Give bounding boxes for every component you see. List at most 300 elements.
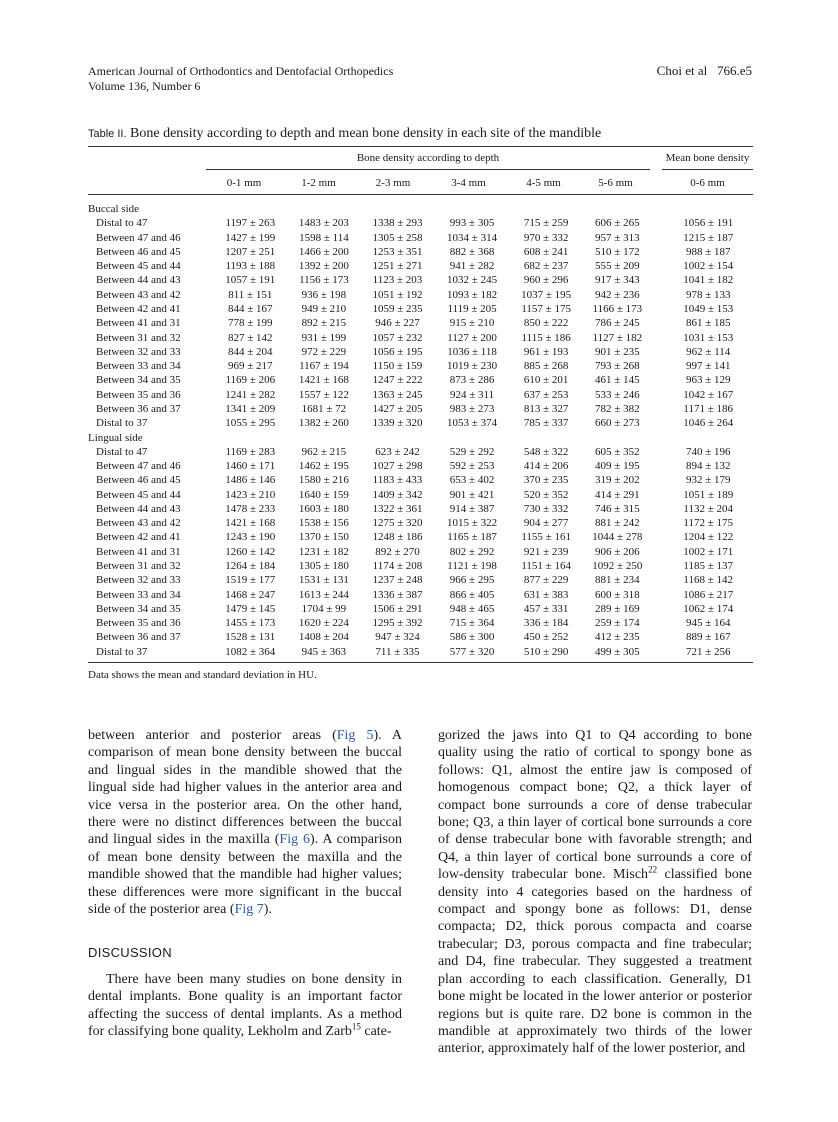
table-row (88, 302, 753, 316)
column-header: 1-2 mm (301, 177, 336, 189)
site-label: Between 36 and 37 (96, 631, 181, 644)
density-cell: 1123 ± 203 (372, 274, 423, 287)
table-footnote: Data shows the mean and standard deviation in HU. (88, 669, 317, 681)
table-row (88, 616, 753, 630)
table-row (88, 273, 753, 287)
density-cell: 1183 ± 433 (372, 474, 423, 487)
density-cell: 1598 ± 114 (299, 231, 349, 244)
density-cell: 970 ± 332 (523, 231, 569, 244)
density-cell: 1036 ± 118 (447, 345, 497, 358)
density-cell: 889 ± 167 (685, 631, 731, 644)
density-cell: 1478 ± 233 (225, 502, 276, 515)
density-cell: 936 ± 198 (301, 288, 347, 301)
density-cell: 1338 ± 293 (372, 217, 423, 230)
table-row (88, 530, 753, 544)
density-cell: 1092 ± 250 (592, 560, 643, 573)
section-header-row (88, 202, 753, 216)
density-cell: 1034 ± 314 (447, 231, 498, 244)
site-label: Between 41 and 31 (96, 317, 181, 330)
discussion-paragraph: There have been many studies on bone density in dental implants. Bone quality is an important factor affecting the success of dental implants. As a method for classifying bone quality, Lekholm and Zarb$^{15}$ cate- (88, 971, 402, 1040)
table-label: Table II. (88, 128, 127, 140)
density-cell: 1479 ± 145 (225, 602, 276, 615)
density-cell: 1370 ± 150 (298, 531, 349, 544)
density-cell: 1157 ± 175 (521, 302, 571, 315)
depth-group-rule (206, 169, 650, 170)
density-cell: 450 ± 252 (523, 631, 569, 644)
density-cell: 1132 ± 204 (683, 502, 734, 515)
citation-15[interactable]: 15 (351, 1021, 361, 1032)
density-cell: 946 ± 227 (375, 317, 420, 330)
density-cell: 1119 ± 205 (447, 302, 497, 315)
density-cell: 957 ± 313 (595, 231, 640, 244)
density-cell: 962 ± 215 (301, 445, 347, 458)
depth-group-header: Bone density according to depth (356, 152, 500, 164)
site-label: Between 43 and 42 (96, 288, 181, 301)
table-row (88, 345, 753, 359)
density-cell: 850 ± 222 (523, 317, 569, 330)
density-cell: 1248 ± 186 (372, 531, 423, 544)
density-cell: 962 ± 114 (686, 345, 731, 358)
density-cell: 577 ± 320 (449, 645, 495, 658)
density-cell: 1305 ± 258 (372, 231, 423, 244)
density-cell: 1483 ± 203 (298, 217, 349, 230)
density-cell: 892 ± 270 (375, 545, 420, 558)
density-cell: 1049 ± 153 (683, 302, 734, 315)
density-cell: 921 ± 239 (523, 545, 569, 558)
table-row (88, 573, 753, 587)
table-row (88, 488, 753, 502)
column-header: 2-3 mm (375, 177, 411, 189)
density-cell: 1002 ± 171 (683, 545, 734, 558)
density-cell: 600 ± 318 (595, 588, 640, 601)
density-cell: 782 ± 382 (595, 402, 640, 415)
site-label: Between 42 and 41 (96, 302, 181, 315)
density-cell: 1392 ± 200 (298, 260, 349, 273)
density-cell: 1275 ± 320 (372, 517, 423, 530)
site-label: Between 45 and 44 (96, 488, 181, 501)
density-cell: 1427 ± 205 (372, 402, 423, 415)
density-cell: 660 ± 273 (595, 417, 640, 430)
results-paragraph: between anterior and posterior areas (Fig 5). A comparison of mean bone density between the buccal and lingual sides in the mandible showed that the lingual side had higher values in the anterior area and vice versa in the posterior area. On the other hand, there were no distinct differences between the buccal and lingual sides in the maxilla (Fig 6). A comparison of mean bone density between the maxilla and the mandible showed that the mandible had higher values; these differences were more significant in the buccal side of the posterior area (Fig 7). (88, 728, 402, 918)
density-cell: 1041 ± 182 (683, 274, 734, 287)
density-cell: 637 ± 253 (523, 388, 569, 401)
density-cell: 1455 ± 173 (225, 617, 276, 630)
density-cell: 370 ± 235 (523, 474, 569, 487)
density-cell: 608 ± 241 (523, 245, 569, 258)
density-cell: 592 ± 253 (449, 460, 495, 473)
density-cell: 533 ± 246 (595, 388, 640, 401)
density-cell: 623 ± 242 (375, 445, 420, 458)
density-cell: 941 ± 282 (449, 260, 495, 273)
density-cell: 289 ± 169 (595, 602, 640, 615)
density-cell: 1423 ± 210 (225, 488, 276, 501)
density-cell: 1032 ± 245 (447, 274, 498, 287)
density-cell: 1603 ± 180 (298, 502, 349, 515)
citation-22[interactable]: 22 (648, 864, 658, 875)
density-cell: 915 ± 210 (449, 317, 495, 330)
table-row (88, 588, 753, 602)
column-header: 4-5 mm (526, 177, 561, 189)
density-cell: 1062 ± 174 (683, 602, 734, 615)
density-cell: 682 ± 237 (523, 260, 569, 273)
density-cell: 1486 ± 146 (225, 474, 276, 487)
table-row (88, 645, 753, 659)
density-cell: 1151 ± 164 (521, 560, 571, 573)
density-cell: 1051 ± 192 (372, 288, 423, 301)
density-cell: 1528 ± 131 (225, 631, 276, 644)
table-row (88, 373, 753, 387)
table-row (88, 516, 753, 530)
density-cell: 1055 ± 295 (225, 417, 276, 430)
density-cell: 1341 ± 209 (225, 402, 276, 415)
density-cell: 945 ± 164 (685, 617, 731, 630)
density-cell: 993 ± 305 (449, 217, 495, 230)
density-cell: 1231 ± 182 (298, 545, 349, 558)
density-cell: 988 ± 187 (685, 245, 731, 258)
site-label: Distal to 37 (96, 417, 148, 430)
site-label: Between 33 and 34 (96, 588, 181, 601)
table-row (88, 245, 753, 259)
density-cell: 1336 ± 387 (372, 588, 423, 601)
table-row (88, 545, 753, 559)
density-cell: 1613 ± 244 (298, 588, 349, 601)
density-cell: 904 ± 277 (523, 517, 569, 530)
density-cell: 1466 ± 200 (298, 245, 349, 258)
density-cell: 1156 ± 173 (299, 274, 349, 287)
density-cell: 520 ± 352 (523, 488, 569, 501)
running-header-right (657, 63, 752, 79)
density-cell: 894 ± 132 (685, 460, 731, 473)
density-cell: 1002 ± 154 (683, 260, 734, 273)
density-cell: 1174 ± 208 (372, 560, 423, 573)
density-cell: 1468 ± 247 (225, 588, 276, 601)
density-cell: 631 ± 383 (523, 588, 569, 601)
table-row (88, 459, 753, 473)
mean-group-rule (662, 169, 753, 170)
site-label: Between 45 and 44 (96, 260, 181, 273)
site-label: Between 34 and 35 (96, 602, 181, 615)
site-label: Between 44 and 43 (96, 502, 181, 515)
density-cell: 1015 ± 322 (447, 517, 498, 530)
body-right-column (438, 727, 752, 1058)
density-cell: 1640 ± 159 (298, 488, 349, 501)
site-label: Between 46 and 45 (96, 474, 181, 487)
table-row (88, 288, 753, 302)
density-cell: 948 ± 465 (449, 602, 495, 615)
density-cell: 778 ± 199 (228, 317, 273, 330)
density-cell: 969 ± 217 (228, 360, 273, 373)
density-cell: 605 ± 352 (595, 445, 640, 458)
density-cell: 793 ± 268 (595, 360, 640, 373)
density-cell: 873 ± 286 (449, 374, 495, 387)
density-cell: 942 ± 236 (595, 288, 640, 301)
density-cell: 906 ± 206 (595, 545, 640, 558)
density-cell: 409 ± 195 (595, 460, 640, 473)
density-cell: 529 ± 292 (449, 445, 495, 458)
density-cell: 1197 ± 263 (225, 217, 276, 230)
density-cell: 1421 ± 168 (225, 517, 276, 530)
density-cell: 972 ± 229 (301, 345, 347, 358)
density-cell: 844 ± 204 (228, 345, 273, 358)
density-cell: 901 ± 235 (595, 345, 640, 358)
density-cell: 336 ± 184 (523, 617, 569, 630)
running-header-left (88, 64, 393, 94)
density-cell: 414 ± 206 (523, 460, 569, 473)
density-cell: 1237 ± 248 (372, 574, 423, 587)
table-title: Bone density according to depth and mean bone density in each site of the mandible (130, 126, 602, 141)
density-cell: 555 ± 209 (595, 260, 640, 273)
density-cell: 1027 ± 298 (372, 460, 423, 473)
table-row (88, 630, 753, 644)
density-cell: 786 ± 245 (595, 317, 640, 330)
density-cell: 1260 ± 142 (225, 545, 276, 558)
site-label: Between 44 and 43 (96, 274, 181, 287)
site-label: Between 31 and 32 (96, 331, 181, 344)
density-cell: 610 ± 201 (523, 374, 569, 387)
density-cell: 1215 ± 187 (683, 231, 734, 244)
density-cell: 802 ± 292 (449, 545, 495, 558)
density-cell: 1382 ± 260 (298, 417, 349, 430)
density-cell: 746 ± 315 (595, 502, 640, 515)
density-cell: 785 ± 337 (523, 417, 569, 430)
density-cell: 881 ± 242 (595, 517, 640, 530)
body-left-column (88, 727, 402, 1041)
site-label: Distal to 47 (96, 217, 148, 230)
density-cell: 963 ± 129 (685, 374, 731, 387)
fig5-link[interactable]: Fig 5 (336, 728, 374, 743)
density-cell: 1460 ± 171 (225, 460, 276, 473)
density-cell: 1046 ± 264 (683, 417, 734, 430)
site-label: Between 35 and 36 (96, 388, 181, 401)
journal-name: American Journal of Orthodontics and Dentofacial Orthopedics (88, 64, 394, 78)
density-cell: 1155 ± 161 (521, 531, 571, 544)
density-cell: 1166 ± 173 (592, 302, 643, 315)
section-header-row (88, 431, 753, 445)
table-row (88, 231, 753, 245)
density-cell: 1681 ± 72 (301, 402, 347, 415)
density-cell: 510 ± 172 (595, 245, 640, 258)
density-cell: 978 ± 133 (685, 288, 731, 301)
density-cell: 1019 ± 230 (447, 360, 498, 373)
density-cell: 1207 ± 251 (225, 245, 276, 258)
density-cell: 1115 ± 186 (521, 331, 571, 344)
section-label: Lingual side (88, 431, 143, 444)
column-header: 0-6 mm (690, 177, 725, 189)
density-cell: 1557 ± 122 (298, 388, 349, 401)
site-label: Distal to 37 (96, 645, 148, 658)
density-cell: 811 ± 151 (228, 288, 273, 301)
site-label: Between 47 and 46 (96, 231, 181, 244)
density-cell: 1243 ± 190 (225, 531, 276, 544)
site-label: Between 33 and 34 (96, 360, 181, 373)
density-cell: 1204 ± 122 (683, 531, 734, 544)
density-cell: 730 ± 332 (523, 502, 569, 515)
table-row (88, 445, 753, 459)
density-cell: 949 ± 210 (301, 302, 347, 315)
table-row (88, 602, 753, 616)
table-row (88, 316, 753, 330)
density-cell: 259 ± 174 (595, 617, 640, 630)
density-cell: 1409 ± 342 (372, 488, 423, 501)
density-cell: 813 ± 327 (523, 402, 569, 415)
site-label: Between 32 and 33 (96, 345, 181, 358)
density-cell: 1121 ± 198 (447, 560, 497, 573)
density-cell: 1171 ± 186 (683, 402, 734, 415)
bone-density-table (88, 202, 753, 659)
density-cell: 1165 ± 187 (447, 531, 497, 544)
density-cell: 510 ± 290 (523, 645, 569, 658)
density-cell: 1086 ± 217 (683, 588, 734, 601)
density-cell: 1056 ± 195 (372, 345, 423, 358)
density-cell: 885 ± 268 (523, 360, 569, 373)
density-cell: 1051 ± 189 (683, 488, 734, 501)
density-cell: 932 ± 179 (685, 474, 731, 487)
column-header: 5-6 mm (598, 177, 633, 189)
fig6-link[interactable]: Fig 6 (279, 832, 311, 848)
table-row (88, 216, 753, 230)
fig7-link[interactable]: Fig 7 (234, 902, 264, 918)
density-cell: 1193 ± 188 (225, 260, 276, 273)
density-cell: 586 ± 300 (449, 631, 495, 644)
density-cell: 721 ± 256 (685, 645, 731, 658)
density-cell: 1538 ± 156 (298, 517, 349, 530)
density-cell: 966 ± 295 (449, 574, 495, 587)
density-cell: 1363 ± 245 (372, 388, 423, 401)
density-cell: 1172 ± 175 (683, 517, 734, 530)
mean-group-header: Mean bone density (665, 152, 750, 164)
density-cell: 1519 ± 177 (225, 574, 276, 587)
density-cell: 319 ± 202 (595, 474, 640, 487)
density-cell: 1247 ± 222 (372, 374, 423, 387)
site-label: Between 46 and 45 (96, 245, 181, 258)
site-label: Between 34 and 35 (96, 374, 181, 387)
table-top-rule (88, 146, 753, 147)
density-cell: 1253 ± 351 (372, 245, 423, 258)
table-row (88, 259, 753, 273)
density-cell: 1053 ± 374 (447, 417, 498, 430)
density-cell: 1042 ± 167 (683, 388, 734, 401)
density-cell: 931 ± 199 (301, 331, 347, 344)
density-cell: 414 ± 291 (595, 488, 640, 501)
density-cell: 461 ± 145 (595, 374, 640, 387)
column-header: 0-1 mm (226, 177, 262, 189)
density-cell: 997 ± 141 (685, 360, 731, 373)
density-cell: 901 ± 421 (449, 488, 495, 501)
density-cell: 882 ± 368 (449, 245, 495, 258)
table-bottom-rule (88, 662, 753, 663)
site-label: Between 42 and 41 (96, 531, 181, 544)
density-cell: 653 ± 402 (449, 474, 495, 487)
density-cell: 827 ± 142 (228, 331, 273, 344)
density-cell: 1531 ± 131 (298, 574, 349, 587)
density-cell: 1168 ± 142 (683, 574, 734, 587)
density-cell: 1167 ± 194 (299, 360, 349, 373)
density-cell: 1322 ± 361 (372, 502, 423, 515)
density-cell: 1462 ± 195 (298, 460, 349, 473)
density-cell: 1704 ± 99 (301, 602, 347, 615)
table-row (88, 331, 753, 345)
site-label: Between 36 and 37 (96, 402, 181, 415)
column-header: 3-4 mm (451, 177, 486, 189)
density-cell: 1031 ± 153 (683, 331, 734, 344)
density-cell: 548 ± 322 (523, 445, 569, 458)
density-cell: 1620 ± 224 (298, 617, 349, 630)
density-cell: 711 ± 335 (375, 645, 420, 658)
table-row (88, 388, 753, 402)
density-cell: 914 ± 387 (449, 502, 495, 515)
density-cell: 1421 ± 168 (298, 374, 349, 387)
density-cell: 892 ± 215 (301, 317, 347, 330)
table-row (88, 502, 753, 516)
density-cell: 1251 ± 271 (372, 260, 423, 273)
classification-paragraph: gorized the jaws into Q1 to Q4 according to bone quality using the ratio of cortical to spongy bone as follows: Q1, almost the entire jaw is composed of homogenous compact bone; Q2, a thick layer of compact bone surrounds a core of dense trabecular bone; Q3, a thin layer of cortical bone surrounds a core of dense trabecular bone with favorable strength; and Q4, a thin layer of cortical bone surrounds a core of low-density trabecular bone. Misch$^{22}$ classified bone density into 4 categories based on the hardness of compact and spongy bone as follows: D1, dense compacta; D2, thick porous compacta and coarse trabecular; D3, porous compacta and fine trabecular; and D4, fine trabecular. They suggested a treatment plan according to each classification. Generally, D1 bone might be located in the lower anterior or posterior regions but is quite rare. D2 bone is common in the mandible at approximately two thirds of the lower anterior, approximately half of the lower posterior, and (438, 728, 752, 1057)
density-cell: 1169 ± 283 (225, 445, 276, 458)
journal-volume: Volume 136, Number 6 (88, 79, 201, 93)
site-label: Between 35 and 36 (96, 617, 181, 630)
density-cell: 1127 ± 182 (592, 331, 643, 344)
table-row (88, 359, 753, 373)
density-cell: 1241 ± 282 (225, 388, 276, 401)
density-cell: 1506 ± 291 (372, 602, 423, 615)
density-cell: 1169 ± 206 (225, 374, 276, 387)
density-cell: 945 ± 363 (301, 645, 347, 658)
density-cell: 1427 ± 199 (225, 231, 276, 244)
header-bottom-rule (88, 194, 753, 195)
page-number: 766.e5 (716, 63, 752, 78)
density-cell: 1580 ± 216 (298, 474, 349, 487)
density-cell: 1059 ± 235 (372, 302, 423, 315)
density-cell: 947 ± 324 (375, 631, 420, 644)
density-cell: 881 ± 234 (595, 574, 640, 587)
density-cell: 1037 ± 195 (521, 288, 572, 301)
table-caption (88, 126, 601, 142)
density-cell: 960 ± 296 (523, 274, 569, 287)
site-label: Between 47 and 46 (96, 460, 181, 473)
table-row (88, 559, 753, 573)
density-cell: 1339 ± 320 (372, 417, 423, 430)
density-cell: 1305 ± 180 (298, 560, 349, 573)
density-cell: 1127 ± 200 (447, 331, 497, 344)
density-cell: 606 ± 265 (595, 217, 640, 230)
density-cell: 961 ± 193 (523, 345, 569, 358)
density-cell: 917 ± 343 (595, 274, 640, 287)
table-row (88, 402, 753, 416)
density-cell: 983 ± 273 (449, 402, 495, 415)
site-label: Between 32 and 33 (96, 574, 181, 587)
density-cell: 740 ± 196 (685, 445, 731, 458)
discussion-heading: DISCUSSION (88, 945, 172, 961)
site-label: Between 31 and 32 (96, 560, 181, 573)
density-cell: 715 ± 259 (523, 217, 569, 230)
density-cell: 877 ± 229 (523, 574, 569, 587)
section-label: Buccal side (88, 203, 140, 215)
table-row (88, 473, 753, 487)
density-cell: 1044 ± 278 (592, 531, 643, 544)
density-cell: 1057 ± 191 (225, 274, 276, 287)
density-cell: 457 ± 331 (523, 602, 569, 615)
site-label: Distal to 47 (96, 445, 148, 458)
density-cell: 924 ± 311 (449, 388, 495, 401)
density-cell: 1408 ± 204 (298, 631, 349, 644)
density-cell: 715 ± 364 (449, 617, 495, 630)
density-cell: 1056 ± 191 (683, 217, 734, 230)
density-cell: 866 ± 405 (449, 588, 495, 601)
site-label: Between 43 and 42 (96, 517, 181, 530)
density-cell: 1295 ± 392 (372, 617, 423, 630)
density-cell: 499 ± 305 (595, 645, 640, 658)
density-cell: 844 ± 167 (228, 302, 273, 315)
density-cell: 412 ± 235 (595, 631, 640, 644)
